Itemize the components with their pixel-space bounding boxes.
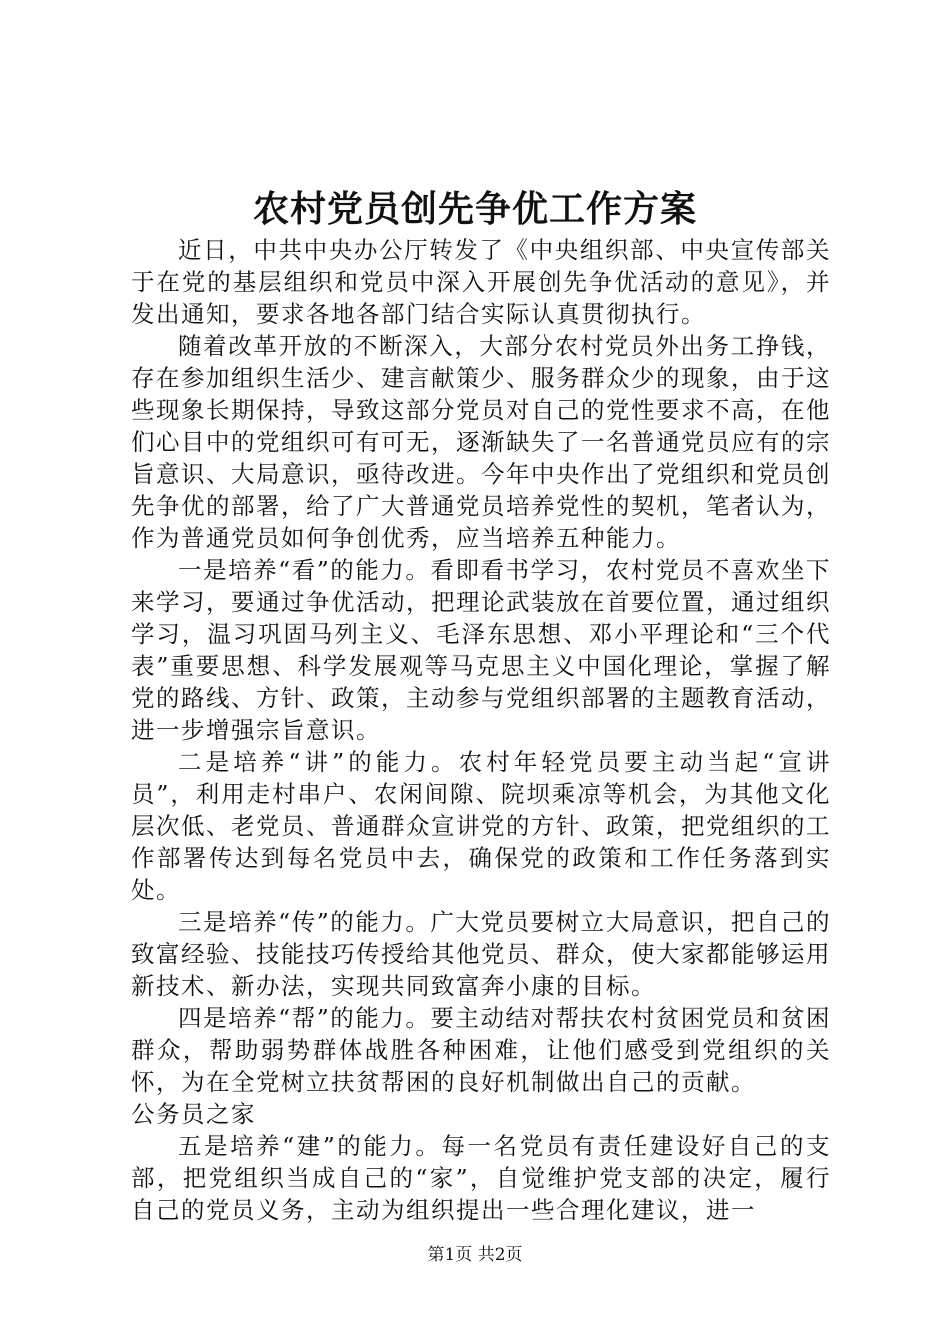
paragraph-ability-help: 四是培养“帮”的能力。要主动结对帮扶农村贫困党员和贫困群众，帮助弱势群体战胜各种困难，让他们感受到党组织的关怀，为在全党树立扶贫帮困的良好机制做出自己的贡献。 — [131, 1004, 831, 1096]
paragraph-ability-look: 一是培养“看”的能力。看即看书学习，农村党员不喜欢坐下来学习，要通过争优活动，把理论武装放在首要位置，通过组织学习，温习巩固马列主义、毛泽东思想、邓小平理论和“三个代表”重要思想、科学发展观等马克思主义中国化理论，掌握了解党的路线、方针、政策，主动参与党组织部署的主题教育活动，进一步增强宗旨意识。 — [131, 556, 831, 744]
paragraph-ability-pass: 三是培养“传”的能力。广大党员要树立大局意识，把自己的致富经验、技能技巧传授给其他党员、群众，使大家都能够运用新技术、新办法，实现共同致富奔小康的目标。 — [131, 908, 831, 1000]
paragraph-intro: 近日，中共中央办公厅转发了《中央组织部、中央宣传部关于在党的基层组织和党员中深入开展创先争优活动的意见》，并发出通知，要求各地各部门结合实际认真贯彻执行。 — [131, 236, 831, 328]
paragraph-ability-speak: 二是培养“讲”的能力。农村年轻党员要主动当起“宣讲员”，利用走村串户、农闲间隙、院坝乘凉等机会，为其他文化层次低、老党员、普通群众宣讲党的方针、政策，把党组织的工作部署传达到每名党员中去，确保党的政策和工作任务落到实处。 — [131, 748, 831, 904]
paragraph-ability-build: 五是培养“建”的能力。每一名党员有责任建设好自己的支部，把党组织当成自己的“家”，自觉维护党支部的决定，履行自己的党员义务，主动为组织提出一些合理化建议，进一 — [131, 1132, 831, 1224]
page-number-footer: 第1页 共2页 — [427, 1245, 523, 1265]
document-body — [131, 234, 831, 1226]
document-title: 农村党员创先争优工作方案 — [252, 188, 697, 230]
paragraph-background: 随着改革开放的不断深入，大部分农村党员外出务工挣钱，存在参加组织生活少、建言献策少、服务群众少的现象，由于这些现象长期保持，导致这部分党员对自己的党性要求不高，在他们心目中的党组织可有可无，逐渐缺失了一名普通党员应有的宗旨意识、大局意识，亟待改进。今年中央作出了党组织和党员创先争优的部署，给了广大普通党员培养党性的契机，笔者认为，作为普通党员如何争创优秀，应当培养五种能力。 — [131, 332, 831, 552]
source-note: 公务员之家 — [131, 1100, 256, 1128]
